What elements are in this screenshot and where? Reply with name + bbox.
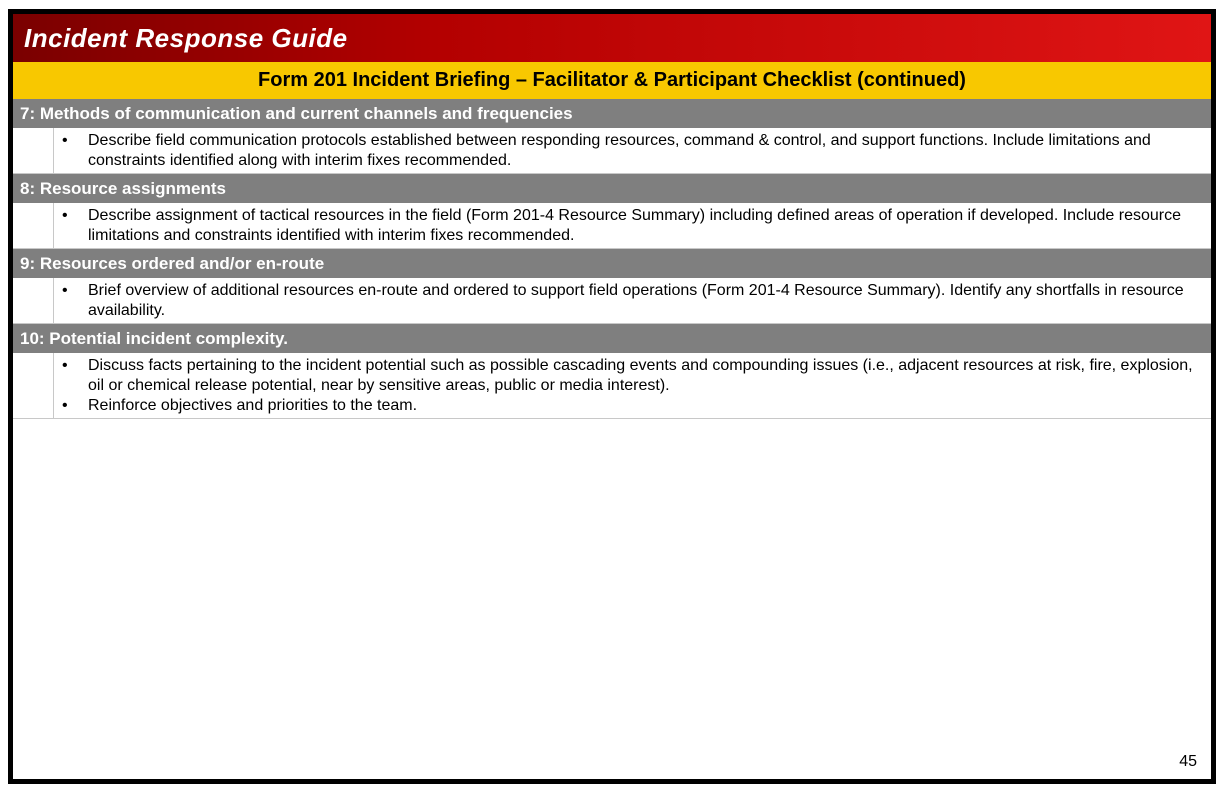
bullet-list [54, 128, 1211, 173]
section-heading: 10: Potential incident complexity. [13, 324, 1211, 353]
list-item-text: Reinforce objectives and priorities to the team. [88, 397, 418, 414]
section-heading: 8: Resource assignments [13, 174, 1211, 203]
bullet-list [54, 353, 1211, 418]
section-heading: 7: Methods of communication and current channels and frequencies [13, 99, 1211, 128]
page-frame [8, 9, 1216, 784]
page-subtitle: Form 201 Incident Briefing – Facilitator & Participant Checklist (continued) [258, 69, 966, 91]
checklist-sections [13, 99, 1211, 419]
bullet-icon: • [62, 282, 68, 299]
section-heading: 9: Resources ordered and/or en-route [13, 249, 1211, 278]
page-number: 45 [1179, 753, 1197, 770]
list-item-text: Brief overview of additional resources en-route and ordered to support field operations (Form 201-4 Resource Summary). Identify any shortfalls in resource availability. [88, 282, 1184, 319]
title-bar [13, 14, 1211, 62]
list-item-text: Describe field communication protocols established between responding resources, command & control, and support functions. Include limitations and constraints identified along with interim fixes recommended. [88, 132, 1151, 169]
list-item-text: Describe assignment of tactical resources in the field (Form 201-4 Resource Summary) including defined areas of operation if developed. Include resource limitations and constraints identified with interim fixes recommended. [88, 207, 1181, 244]
section-10 [13, 324, 1211, 419]
page-title: Incident Response Guide [24, 23, 348, 53]
list-item [62, 396, 1203, 416]
list-item-text: Discuss facts pertaining to the incident potential such as possible cascading events and compounding issues (i.e., adjacent resources at risk, fire, explosion, oil or chemical release potential, near by sensitive areas, public or media interest). [88, 357, 1193, 394]
bullet-list [54, 278, 1211, 323]
section-8 [13, 174, 1211, 249]
bullet-icon: • [62, 132, 68, 149]
section-gutter [13, 278, 54, 323]
section-7 [13, 99, 1211, 174]
section-body [13, 278, 1211, 324]
bullet-icon: • [62, 207, 68, 224]
section-body [13, 128, 1211, 174]
list-item [62, 356, 1203, 396]
section-gutter [13, 353, 54, 418]
section-9 [13, 249, 1211, 324]
section-body [13, 203, 1211, 249]
section-gutter [13, 128, 54, 173]
list-item [62, 131, 1203, 171]
section-gutter [13, 203, 54, 248]
bullet-list [54, 203, 1211, 248]
bullet-icon: • [62, 397, 68, 414]
section-body [13, 353, 1211, 419]
subtitle-bar [13, 62, 1211, 99]
bullet-icon: • [62, 357, 68, 374]
list-item [62, 281, 1203, 321]
list-item [62, 206, 1203, 246]
